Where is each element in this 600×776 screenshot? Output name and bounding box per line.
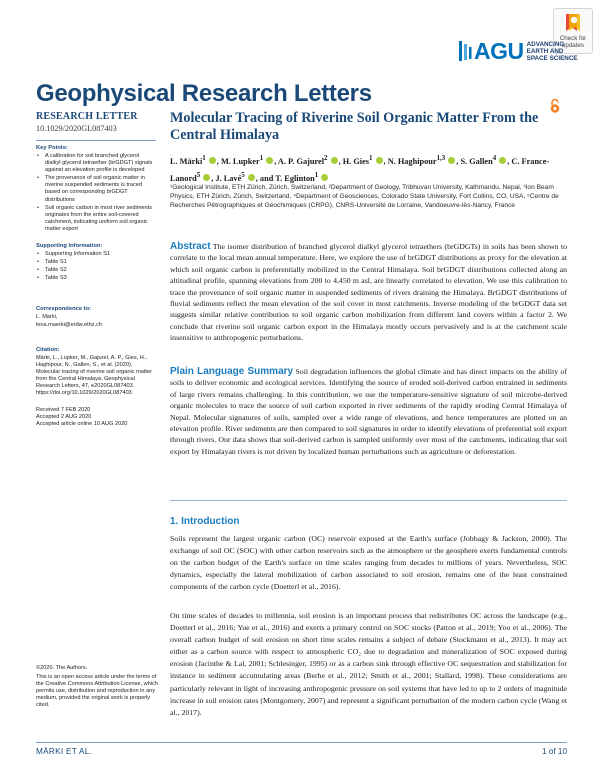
bookmark-icon — [563, 12, 583, 34]
journal-title: Geophysical Research Letters — [36, 80, 372, 107]
running-author: MÄRKI ET AL. — [36, 747, 93, 756]
received-date: Received 7 FEB 2020 — [36, 407, 91, 414]
article-doi[interactable]: 10.1029/2020GL087403 — [36, 124, 117, 133]
pls-heading: Plain Language Summary — [170, 366, 294, 377]
section-divider — [170, 500, 567, 501]
author: H. Gies$^1$ , — [342, 155, 388, 166]
article-type: RESEARCH LETTER — [36, 111, 138, 122]
agu-tagline: ADVANCING EARTH AND SPACE SCIENCE — [526, 40, 578, 62]
author-list — [170, 152, 565, 186]
supporting-info-list — [36, 251, 156, 282]
orcid-icon[interactable] — [331, 157, 338, 164]
supporting-item[interactable]: • Supporting Information S1 — [36, 251, 156, 258]
orcid-icon[interactable] — [266, 157, 273, 164]
author: N. Haghipour$^{1,3}$ , — [387, 155, 461, 166]
author: A. P. Gajurel$^2$ , — [277, 155, 343, 166]
footer-divider — [36, 742, 567, 743]
agu-globe-icon — [458, 39, 472, 63]
intro-heading: 1. Introduction — [170, 516, 240, 527]
correspondence-heading: Correspondence to: — [36, 306, 92, 313]
sidebar-divider — [36, 140, 156, 141]
pls-text: Soil degradation influences the global climate and has direct impacts on the ability of soils to deliver economic and ecological services. Identifying the source of eroded soil-derived carbon entrained in sediments of large rivers remains challenging. In this contribution, we use the temperature-sensitive signature of soil microbe-derived organic molecules to trace the source of soil carbon exported in river sediments of the rapidly eroding Central Himalaya of Nepal. Molecular signatures of soils, sampled over a wide range of elevations, and hence temperatures are plotted on an elevation profile. River sediments are then compared to soil signatures in order to identify elevations of preferential soil export through rivers. Our data shows that soil-derived carbon is sampled uniformly over most of the catchments, indicating that soil export by Himalayan rivers is not driven by localized human perturbations such as agriculture or deforestation. — [170, 367, 567, 456]
orcid-icon[interactable] — [248, 174, 255, 181]
orcid-icon[interactable] — [448, 157, 455, 164]
key-points-heading: Key Points: — [36, 145, 68, 151]
article-title: Molecular Tracing of Riverine Soil Organic Matter From the Central Himalaya — [170, 110, 539, 143]
abstract — [170, 241, 567, 344]
key-point: • Soil organic carbon in most river sediments originates from the entire soil-covered catchment, indicating uniform soil organic matter export — [36, 205, 156, 233]
supporting-item[interactable]: • Table S2 — [36, 267, 156, 274]
correspondence-name: L. Märki, — [36, 314, 58, 321]
supporting-info-heading: Supporting Information: — [36, 243, 103, 250]
accepted-online-date: Accepted article online 10 AUG 2020 — [36, 421, 128, 428]
abstract-heading: Abstract — [170, 241, 211, 252]
supporting-item[interactable]: • Table S1 — [36, 259, 156, 266]
orcid-icon[interactable] — [499, 157, 506, 164]
correspondence-email[interactable]: lena.maerki@erdw.ethz.ch — [36, 321, 102, 328]
plain-language-summary — [170, 366, 567, 457]
author: T. Eglinton$^1$ — [275, 174, 329, 183]
page-number: 1 of 10 — [541, 747, 567, 756]
key-point: • A calibration for soil branched glycerol dialkyl glycerol tetraether (brGDGT) signals against an elevation profile is developed — [36, 153, 156, 174]
author: S. Gallen$^4$ , — [460, 155, 512, 166]
key-point: • The provenance of soil organic matter in riverine suspended sediments is traced based on corresponding brGDGT distributions — [36, 175, 156, 203]
intro-paragraph: Soils represent the largest organic carbon (OC) reservoir exposed at the Earth's surface (Jobbagy & Jackson, 2000). The exchange of soil OC (SOC) with other carbon reservoirs such as the atmosphere or the geosphere exerts fundamental controls on the carbon budget of the Earth's surface on time scales ranging from decades to millions of years. Nevertheless, SOC dynamics, especially the lateral mobilization of carbon associated to soil erosion, remains one of the least constrained components of the carbon cycle (Doetterl et al., 2016). — [170, 534, 567, 592]
citation-heading: Citation: — [36, 346, 60, 353]
article-sidebar — [36, 111, 156, 428]
affiliations: ¹Geological Institute, ETH Zürich, Zürich, Switzerland, ²Department of Geology, Tribhuvan University, Kathmandu, Nepal, ³Ion Beam Physics, ETH Zürich, Zürich, Switzerland, ⁴Department of Geosciences, Colorado State University, Fort Collins, CO, USA, ⁵Centre de Recherches Pétrographiques et Géochimiques (CRPG), CNRS-Université de Lorraine, Vandoeuvre-lès-Nancy, France — [170, 184, 559, 210]
author: J. Lavé$^5$ , and — [215, 171, 276, 183]
intro-paragraph: On time scales of decades to millennia, soil erosion is an important process that redistributes OC across the landscape (e.g., Doetterl et al., 2016; Yue et al., 2016) and exerts a primary control on SOC stocks (Patton et al., 2019; Yoo et al., 2006). The overall carbon budget of soil erosion on short time scales remains a subject of debate (Stockmann et al., 2013). It may act either as a carbon source with respect to atmospheric CO₂ due to degradation and mineralization of SOC exposed during erosion (Jacinthe & Lal, 2001; Schlesinger, 1995) or as a carbon sink through effective OC sequestration and stabilization for instance in sediment accumulating areas (Berhe et al., 2012; Smith et al., 2001; Stallard, 1998). These considerations are particularly relevant in light of increasing anthropogenic pressure on soil systems that have led to up to 2 orders of magnitude increase in soil erosion rates (Montgomery, 2007) and represent a significant perturbation of the modern carbon cycle (Wang et al., 2017). — [170, 611, 567, 717]
key-points-list — [36, 153, 156, 233]
copyright-notice — [36, 665, 161, 710]
citation-text: Märki, L., Lupker, M., Gajurel, A. P., Gies, H., Haghipour, N., Gallen, S., et al. (2020). Molecular tracing of riverine soil organic matter from the Central Himalaya. Geophysical Research Letters, 47, e2020GL087403. https://doi.org/10.1029/2020GL087403 — [36, 354, 152, 397]
author: L. Märki$^1$ , — [170, 155, 221, 166]
supporting-item[interactable]: • Table S3 — [36, 275, 156, 282]
orcid-icon[interactable] — [376, 157, 383, 164]
abstract-text: The isomer distribution of branched glycerol dialkyl glycerol tetraethers (brGDGTs) in soils has been shown to correlate to the local mean annual temperature. Here, we explore the use of brGDGT distributions as proxy for the elevation at which soil organic carbon is preferentially mobilized in the Central Himalaya. Soil brGDGT distributions collected along an altitudinal profile, spanning elevations from 200 to 4,450 m asl, are linearly correlated to elevation. We use this calibration to trace the provenance of soil organic matter in suspended sediments of rivers draining the Himalaya. BrGDGT distributions of fluvial sediments reflect the mean elevation of the soil cover in most catchments. Inverse modeling of the brGDGT data set suggests similar relative contribution to soil organic carbon mobilization from different land covers within a factor 2. We conclude that riverine soil organic carbon export in the Himalaya mostly occurs pervasively and is at the catchment scale insensitive to anthropogenic perturbations. — [170, 242, 567, 343]
orcid-icon[interactable] — [321, 174, 328, 181]
author: C. France-Lanord$^5$ , — [170, 156, 550, 183]
check-updates-label: Check for updates — [559, 35, 587, 49]
license-text: This is an open access article under the terms of the Creative Commons Attribution License, which permits use, distribution and reproduction in any medium, provided the original work is properly cited. — [36, 674, 158, 709]
agu-wordmark: AGU — [474, 37, 524, 64]
author: M. Lupker$^1$ , — [220, 155, 278, 166]
copyright-year: ©2020. The Authors. — [36, 665, 88, 671]
orcid-icon[interactable] — [203, 174, 210, 181]
publisher-logo — [458, 36, 578, 66]
accepted-date: Accepted 2 AUG 2020 — [36, 414, 92, 421]
orcid-icon[interactable] — [209, 157, 216, 164]
